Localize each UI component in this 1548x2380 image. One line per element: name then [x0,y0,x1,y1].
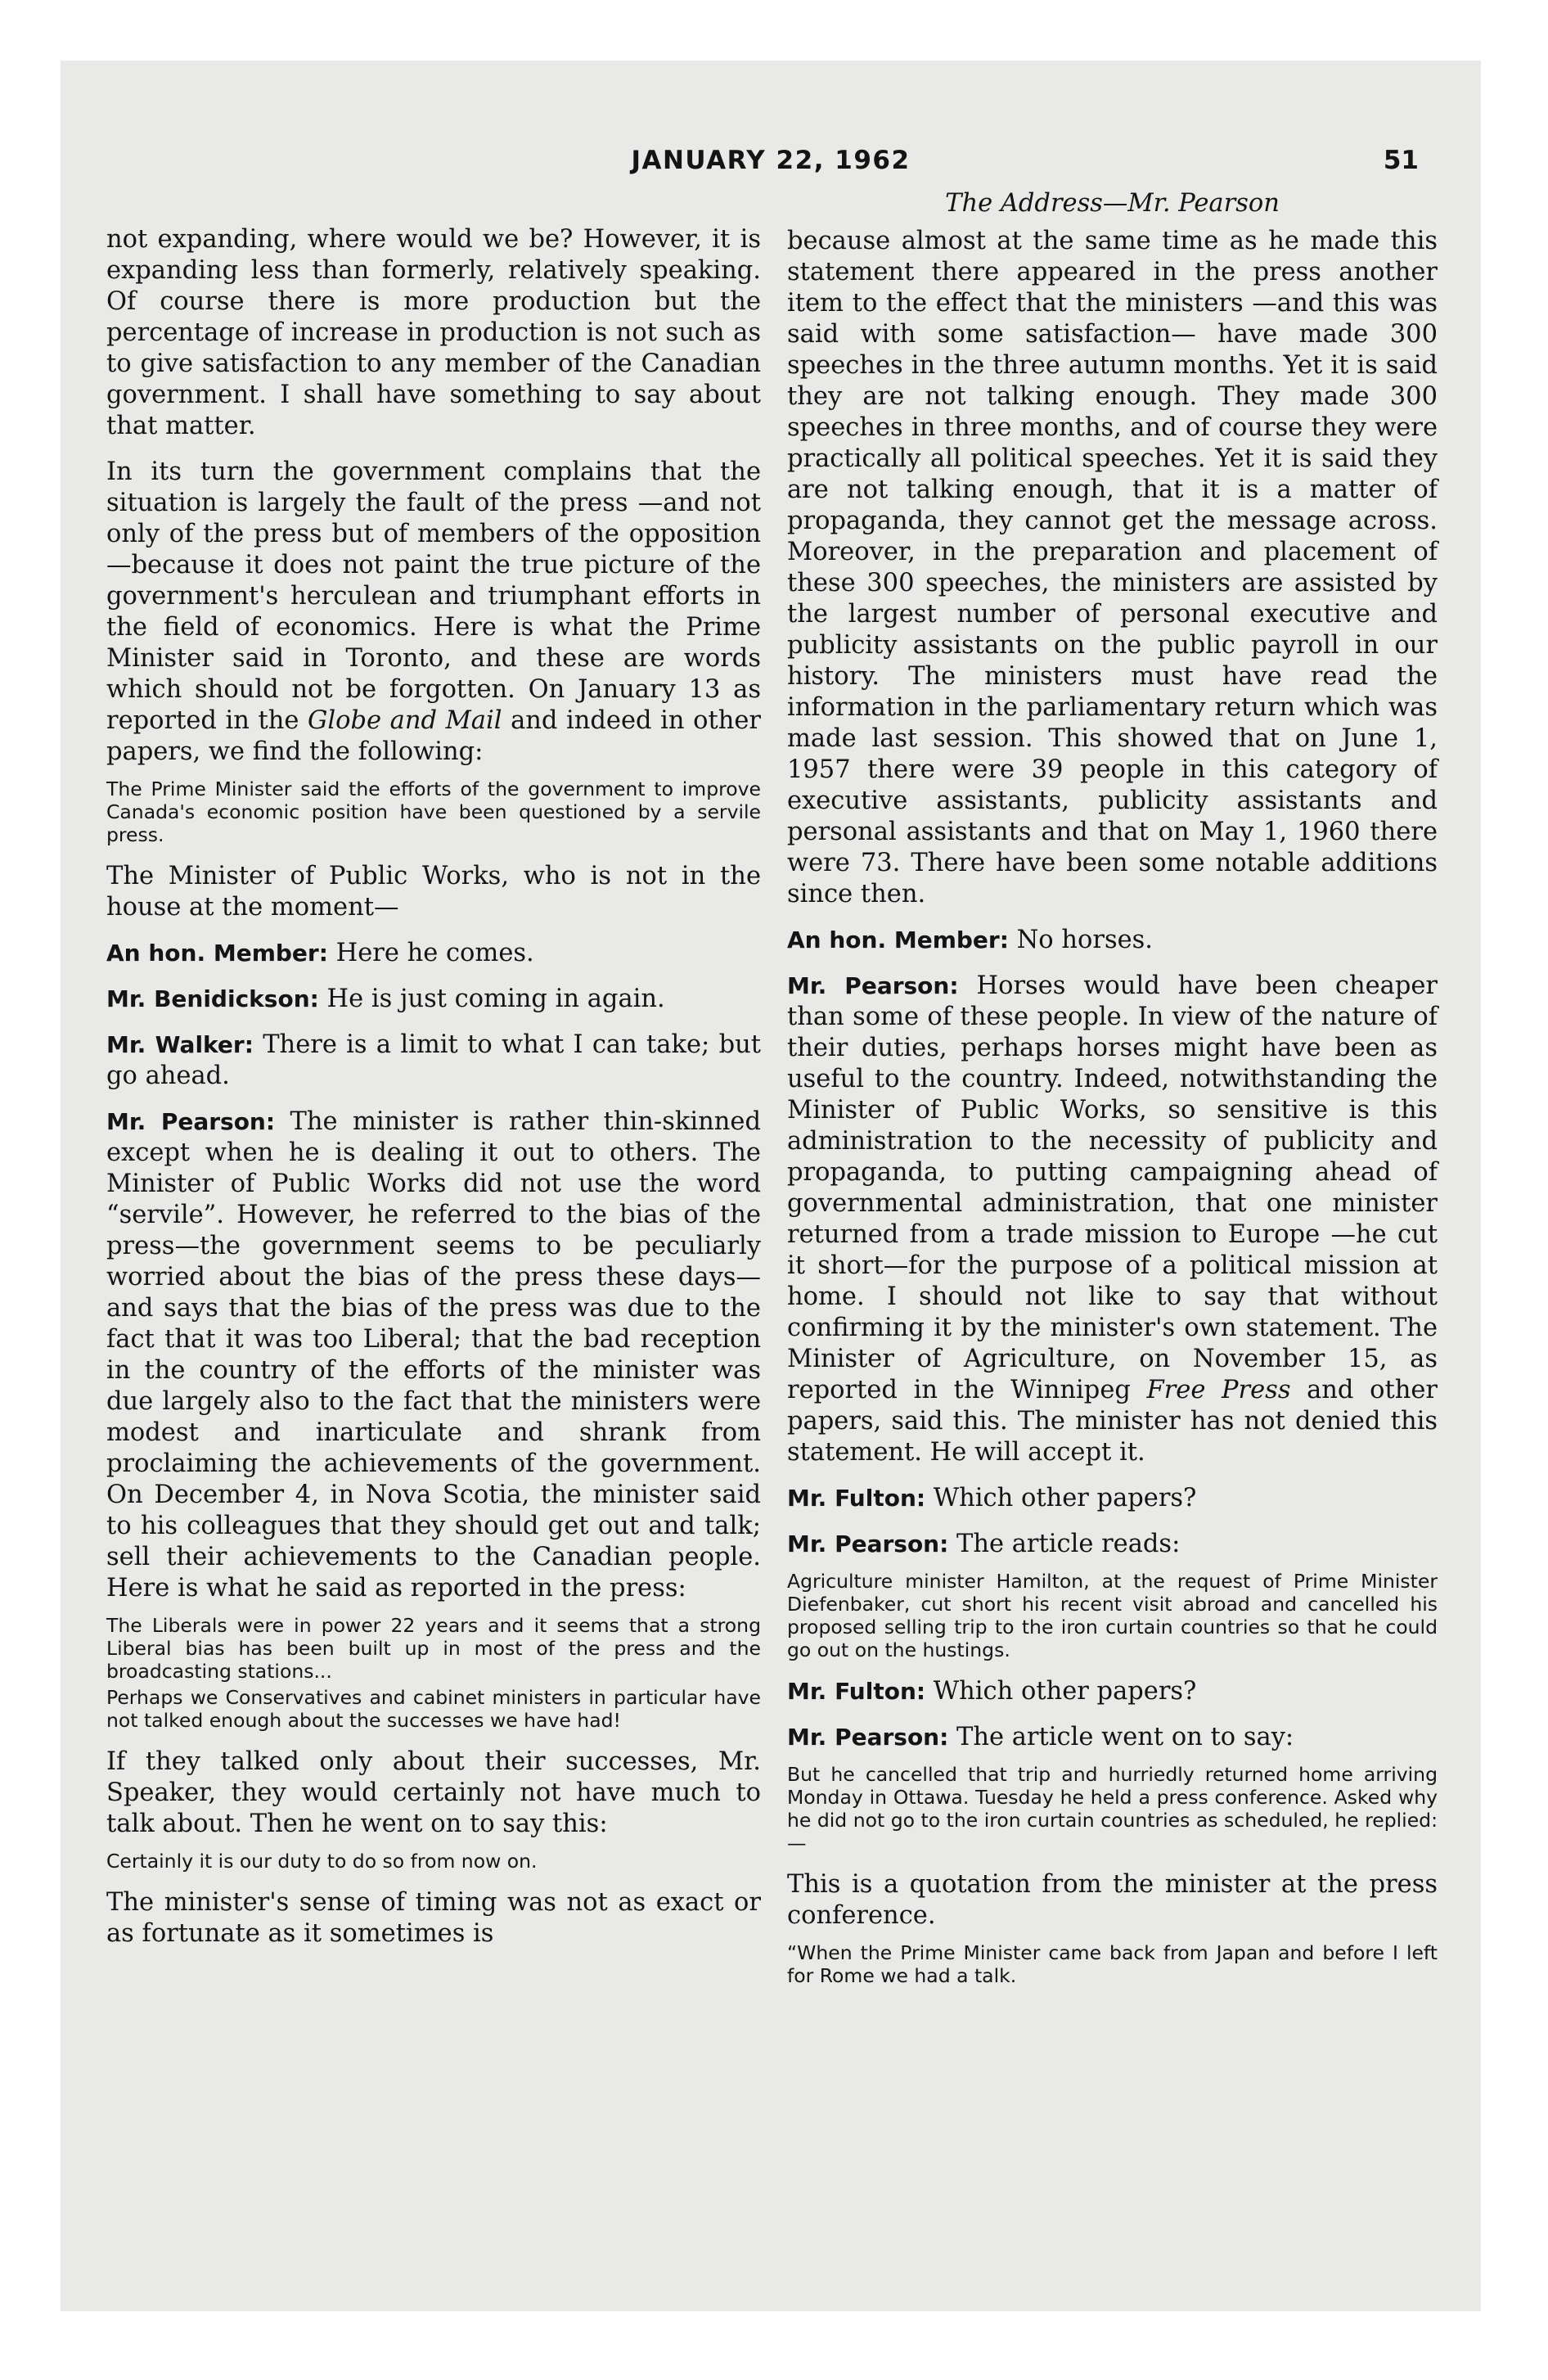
quote-text: The Prime Minister said the efforts of the government to improve Canada's economic position have been questioned by a servile press. [106,778,761,846]
text-run: and indeed in other papers, we find the following: [106,706,761,766]
speech [787,925,1438,956]
speaker-name: An hon. Member: [106,940,328,967]
text-run: In its turn the government complains that the situation is largely the fault of the press —and not only of the press but of members of the opposition—because it does not paint the true picture of the government's herculean and triumphant efforts in the field of economics. Here is what the Prime Minister said in Toronto, and these are words which should not be forgotten. On January 13 as reported in the [106,458,761,735]
speech-text: He is just coming in again. [318,985,665,1013]
paragraph: The Minister of Public Works, who is not in the house at the moment— [106,862,761,922]
speech-text: The article reads: [948,1530,1181,1558]
paragraph: The minister's sense of timing was not as exact or as fortunate as it sometimes is [106,1888,761,1948]
running-head [61,146,1481,187]
speech [787,1529,1438,1560]
speech [106,1107,761,1604]
speech-text: The article went on to say: [948,1723,1294,1751]
speech-text: The minister is rather thin-skinned except when he is dealing it out to others. The Minister of Public Works did not use the word “servile”. However, he referred to the bias of the press—the government seems to be peculiarly worried about the bias of the press these days—and says that the bias of the press was due to the fact that it was too Liberal; that the bad reception in the country of the efforts of the minister was due largely also to the fact that the ministers were modest and inarticulate and shrank from proclaiming the achievements of the government. On December 4, in Nova Scotia, the minister said to his colleagues that they should get out and talk; sell their achievements to the Canadian people. Here is what he said as reported in the press: [106,1107,761,1602]
speech-text: No horses. [1008,926,1153,954]
quote-text: Agriculture minister Hamilton, at the request of Prime Minister Diefenbaker, cut short his recent visit abroad and cancelled his proposed selling trip to the iron curtain countries so that he could go out on the hustings. [787,1570,1438,1661]
paragraph: This is a quotation from the minister at the press conference. [787,1870,1438,1930]
speaker-name: Mr. Pearson: [787,1724,949,1751]
block-quote [106,778,761,846]
speech-text: Which other papers? [925,1677,1197,1706]
speaker-name: Mr. Pearson: [787,1530,949,1557]
quote-text: Certainly it is our duty to do so from now on. [106,1850,538,1873]
block-quote [787,1570,1438,1661]
speech [787,1722,1438,1753]
paragraph: because almost at the same time as he made this statement there appeared in the press another item to the effect that the ministers —and this was said with some satisfaction— have made 300 speeches in the three autumn months. Yet it is said they are not talking enough. They made 300 speeches in three months, and of course they were practically all political speeches. Yet it is said they are not talking enough, that it is a matter of propaganda, they cannot get the message across. Moreover, in the preparation and placement of these 300 speeches, the ministers are assisted by the largest number of personal executive and publicity assistants on the public payroll in our history. The ministers must have read the information in the parliamentary return which was made last session. This showed that on June 1, 1957 there were 39 people in this category of executive assistants, publicity assistants and personal assistants and that on May 1, 1960 there were 73. There have been some notable additions since then. [787,227,1438,908]
block-quote [787,1941,1438,1987]
newspaper-title: Free Press [1146,1376,1291,1404]
speech-text: Here he comes. [327,939,534,967]
speaker-name: Mr. Walker: [106,1031,254,1058]
quote-text: Perhaps we Conservatives and cabinet ministers in particular have not talked enough about the successes we have had! [106,1686,761,1732]
speaker-name: An hon. Member: [787,926,1009,953]
speech [106,984,761,1015]
speech [787,1483,1438,1514]
page-date: JANUARY 22, 1962 [631,146,911,175]
speech-text: Horses would have been cheaper than some of these people. In view of the nature of their duties, perhaps horses might have been as useful to the country. Indeed, notwithstanding the Minister of Public Works, so sensitive is this administration to the necessity of publicity and propaganda, to putting campaigning ahead of governmental administration, that one minister returned from a trade mission to Europe —he cut it short—for the purpose of a political mission at home. I should not like to say that without confirming it by the minister's own statement. The Minister of Agriculture, on November 15, as reported in the Winnipeg [787,971,1438,1404]
speaker-name: Mr. Fulton: [787,1678,926,1705]
speech [106,1030,761,1092]
paragraph: If they talked only about their successes, Mr. Speaker, they would certainly not have much to talk about. Then he went on to say this: [106,1747,761,1838]
speech [106,938,761,969]
speech [787,1676,1438,1707]
block-quote [106,1850,761,1873]
speech-text: and other papers, said this. The minister has not denied this statement. He will accept it. [787,1376,1438,1467]
block-quote [787,1763,1438,1855]
section-subtitle: The Address—Mr. Pearson [945,189,1280,218]
block-quote [106,1614,761,1732]
speech-text: There is a limit to what I can take; but go ahead. [106,1030,762,1090]
speaker-name: Mr. Benidickson: [106,985,319,1012]
newspaper-title: Globe and Mail [308,706,502,735]
speech [787,971,1438,1468]
speaker-name: Mr. Fulton: [787,1485,926,1512]
speech-text: Which other papers? [925,1484,1197,1512]
speaker-name: Mr. Pearson: [106,1108,276,1135]
speaker-name: Mr. Pearson: [787,972,959,999]
quote-text: But he cancelled that trip and hurriedly returned home arriving Monday in Ottawa. Tuesday he held a press conference. Asked why he did not go to the iron curtain countries as scheduled, he replied:— [787,1763,1438,1855]
paragraph [106,457,761,768]
quote-text: The Liberals were in power 22 years and it seems that a strong Liberal bias has been built up in most of the press and the broadcasting stations... [106,1614,761,1683]
right-column [787,188,1438,2002]
left-column [106,224,761,1964]
paragraph: not expanding, where would we be? However, it is expanding less than formerly, relatively speaking. Of course there is more production but the percentage of increase in production is not such as to give satisfaction to any member of the Canadian government. I shall have something to say about that matter. [106,225,761,440]
page-number: 51 [1383,146,1419,175]
quote-text: “When the Prime Minister came back from Japan and before I left for Rome we had a talk. [787,1941,1438,1987]
